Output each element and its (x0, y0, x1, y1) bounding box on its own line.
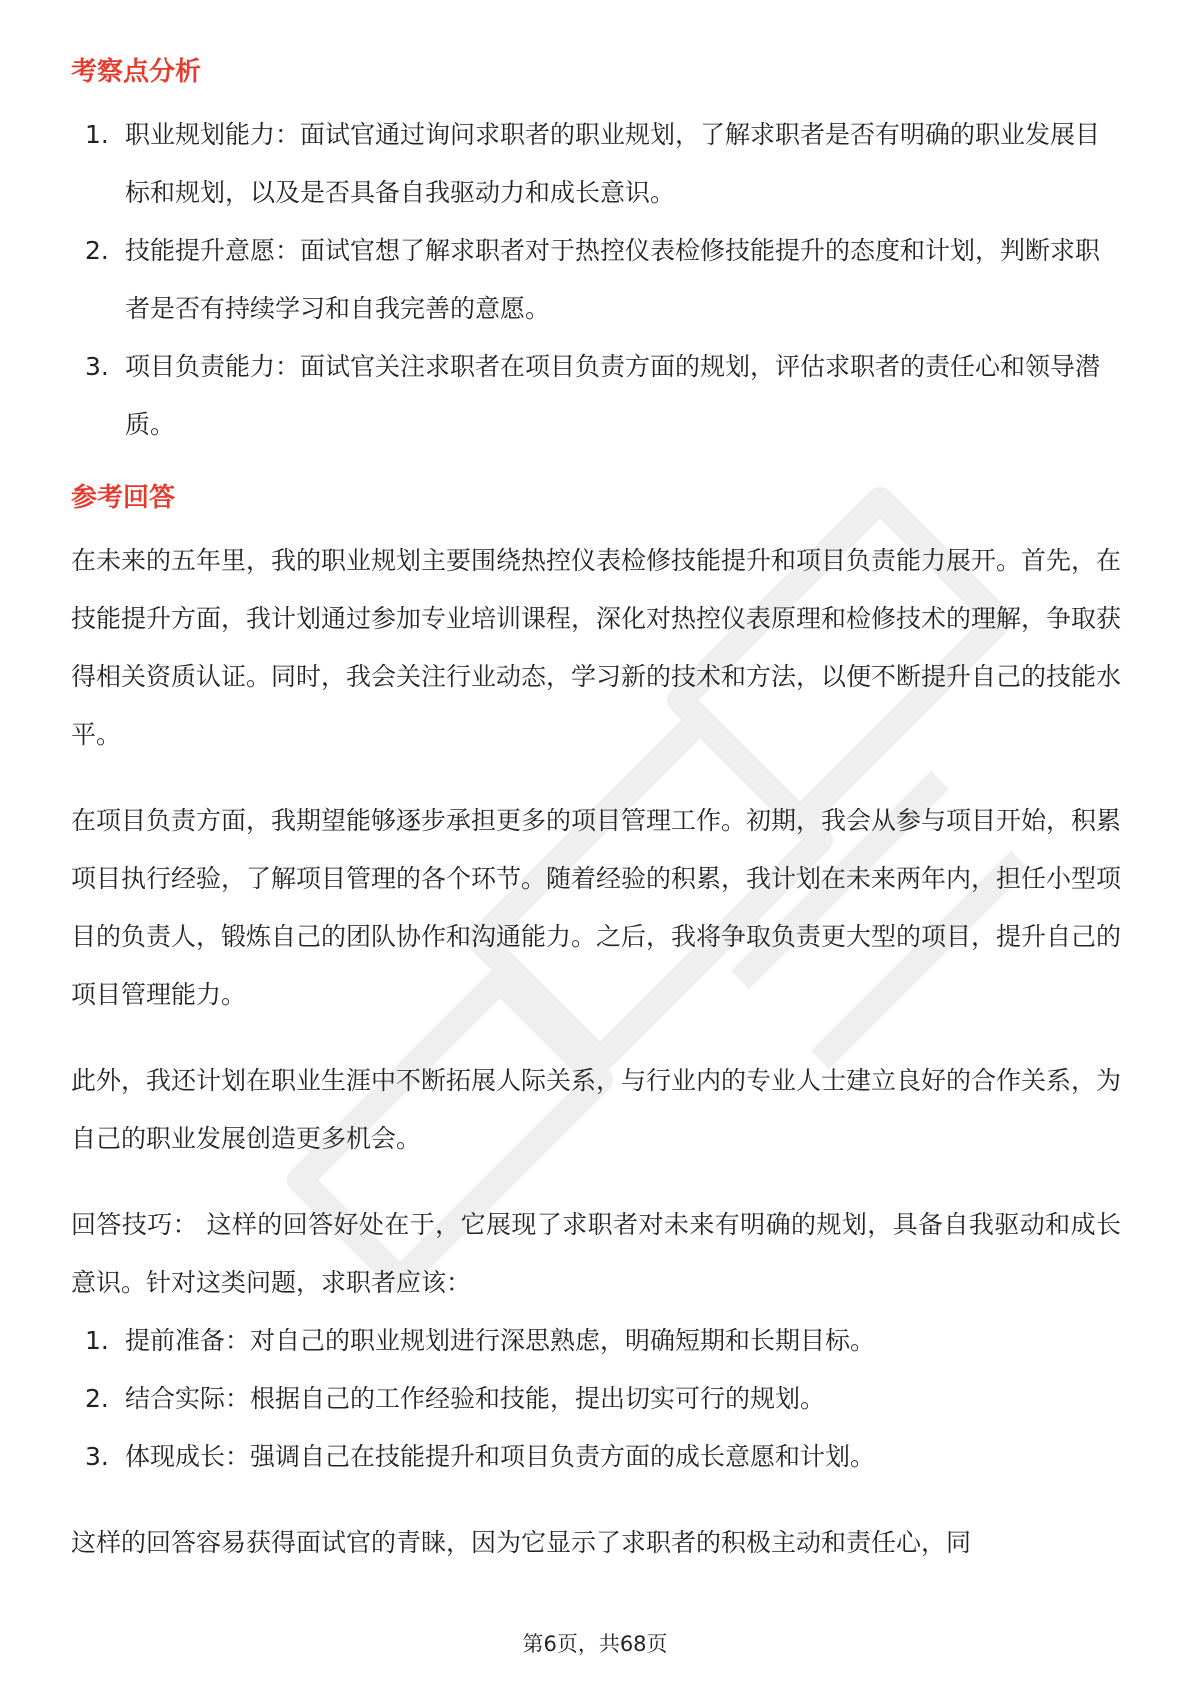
section-title-reference-answer: 参考回答 (71, 483, 176, 513)
list-item (71, 1428, 1121, 1486)
list-item-number: 3. (85, 1442, 109, 1471)
tips-list (71, 1312, 1121, 1486)
list-item-number: 1. (85, 120, 109, 149)
answer-paragraph: 此外，我还计划在职业生涯中不断拓展人际关系，与行业内的专业人士建立良好的合作关系，为自己的职业发展创造更多机会。 (71, 1066, 1122, 1153)
list-item (71, 222, 1121, 338)
list-item-number: 3. (85, 352, 109, 381)
page-footer: 第6页，共68页 (522, 1632, 668, 1656)
closing-paragraph: 这样的回答容易获得面试官的青睐，因为它显示了求职者的积极主动和责任心，同 (71, 1528, 972, 1557)
main-content (71, 50, 1121, 1572)
list-item-text: 体现成长：强调自己在技能提升和项目负责方面的成长意愿和计划。 (125, 1442, 876, 1471)
list-item-text: 项目负责能力：面试官关注求职者在项目负责方面的规划，评估求职者的责任心和领导潜质。 (125, 352, 1101, 439)
list-item (71, 1312, 1121, 1370)
list-item-text: 提前准备：对自己的职业规划进行深思熟虑，明确短期和长期目标。 (125, 1326, 876, 1355)
list-item (71, 106, 1121, 222)
answer-tips-paragraph: 回答技巧： 这样的回答好处在于，它展现了求职者对未来有明确的规划，具备自我驱动和成长意识。针对这类问题，求职者应该： (71, 1210, 1121, 1297)
section-title-analysis: 考察点分析 (71, 57, 202, 87)
list-item-number: 2. (85, 1384, 109, 1413)
list-item-text: 技能提升意愿：面试官想了解求职者对于热控仪表检修技能提升的态度和计划，判断求职者是否有持续学习和自我完善的意愿。 (125, 236, 1101, 323)
list-item (71, 1370, 1121, 1428)
list-item-number: 2. (85, 236, 109, 265)
answer-paragraph: 在未来的五年里，我的职业规划主要围绕热控仪表检修技能提升和项目负责能力展开。首先，在技能提升方面，我计划通过参加专业培训课程，深化对热控仪表原理和检修技术的理解，争取获得相关资质认证。同时，我会关注行业动态，学习新的技术和方法，以便不断提升自己的技能水平。 (71, 546, 1122, 749)
list-item (71, 338, 1121, 454)
list-item-number: 1. (85, 1326, 109, 1355)
list-item-text: 结合实际：根据自己的工作经验和技能，提出切实可行的规划。 (125, 1384, 826, 1413)
list-item-text: 职业规划能力：面试官通过询问求职者的职业规划，了解求职者是否有明确的职业发展目标和规划，以及是否具备自我驱动力和成长意识。 (125, 120, 1101, 207)
analysis-list (71, 106, 1121, 454)
answer-paragraph: 在项目负责方面，我期望能够逐步承担更多的项目管理工作。初期，我会从参与项目开始，积累项目执行经验，了解项目管理的各个环节。随着经验的积累，我计划在未来两年内，担任小型项目的负责人，锻炼自己的团队协作和沟通能力。之后，我将争取负责更大型的项目，提升自己的项目管理能力。 (71, 806, 1122, 1009)
